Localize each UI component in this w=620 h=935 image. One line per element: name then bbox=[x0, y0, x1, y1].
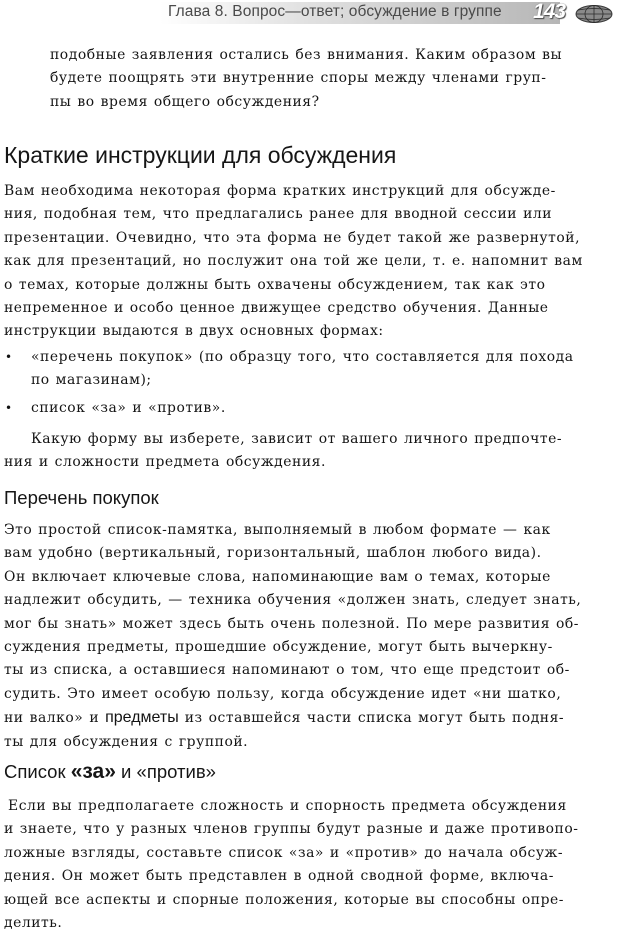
text-line: презентации. Очевидно, что эта форма не будет такой же развернутой, bbox=[4, 229, 581, 246]
heading-segment: Список bbox=[4, 761, 71, 782]
heading-emphasis-za: «за» bbox=[70, 760, 116, 783]
text-line: Какую форму вы изберете, зависит от вашего личного предпочте- bbox=[31, 431, 563, 447]
bullet-marker: • bbox=[5, 350, 13, 364]
text-line: Это простой список-памятка, выполняемый в любом формате — как bbox=[4, 522, 551, 538]
heading-segment: «против» bbox=[136, 761, 216, 782]
text-line: надлежит обсудить, — техника обучения «должен знать, следует знать, bbox=[4, 592, 582, 609]
text-line: по магазинам); bbox=[31, 372, 152, 389]
text-line: Он включает ключевые слова, напоминающие вам о темах, которые bbox=[4, 568, 551, 585]
text-line: непременное и особо ценное движущее средство обучения. Данные bbox=[4, 300, 549, 317]
text-line: ты из списка, а оставшиеся напоминают о том, что еще предстоит об- bbox=[4, 662, 570, 679]
intro-paragraph bbox=[50, 44, 562, 114]
section-heading-brief-instructions: Краткие инструкции для обсуждения bbox=[4, 142, 397, 168]
running-header bbox=[0, 0, 620, 26]
text-line-with-emphasis bbox=[4, 706, 581, 730]
text-line: будете поощрять эти внутренние споры между членами груп- bbox=[50, 70, 547, 87]
text-line: список «за» и «против». bbox=[31, 400, 226, 416]
bullet-item-shopping-list bbox=[31, 346, 574, 393]
text-line: судить. Это имеет особую пользу, когда обсуждение идет «ни шатко, bbox=[4, 685, 562, 702]
text-line: подобные заявления остались без внимания. Каким образом вы bbox=[50, 47, 563, 63]
emphasized-word: предметы bbox=[105, 709, 179, 727]
text-segment: ни валко» и bbox=[4, 710, 106, 727]
text-line: вам удобно (вертикальный, горизонтальный, шаблон любого вида). bbox=[4, 545, 542, 562]
text-line: дения. Он может быть представлен в одной сводной форме, включа- bbox=[4, 868, 554, 885]
text-line: о темах, которые должны быть охвачены обсуждением, так как это bbox=[4, 276, 546, 293]
bullet-item-pro-con-list bbox=[31, 397, 226, 420]
text-line: и знаете, что у разных членов группы будут разные и даже противопо- bbox=[4, 821, 579, 838]
section1-conclusion bbox=[4, 428, 562, 475]
section3-paragraph bbox=[4, 795, 579, 935]
text-line: инструкции выдаются в двух основных формах: bbox=[4, 323, 384, 340]
text-line: суждения предметы, прошедшие обсуждение, могут быть вычеркну- bbox=[4, 639, 553, 656]
section-heading-shopping-list: Перечень покупок bbox=[4, 487, 159, 508]
globe-icon bbox=[574, 4, 614, 24]
bullet-marker: • bbox=[5, 401, 13, 415]
text-line: Если вы предполагаете сложность и спорность предмета обсуждения bbox=[8, 798, 567, 814]
text-line: Вам необходима некоторая форма кратких инструкций для обсужде- bbox=[4, 183, 556, 199]
text-line: ложные взгляды, составьте список «за» и «против» до начала обсуж- bbox=[4, 844, 564, 861]
text-line: ты для обсуждения с группой. bbox=[4, 733, 249, 750]
section1-paragraph bbox=[4, 180, 583, 344]
section-heading-pro-con bbox=[4, 760, 216, 784]
page-number: 143 bbox=[533, 0, 566, 23]
text-line: мог бы знать» может здесь быть очень полезной. По мере развития об- bbox=[4, 615, 580, 632]
text-line: ющей все аспекты и спорные положения, которые вы способны опре- bbox=[4, 891, 565, 908]
section2-paragraph bbox=[4, 519, 581, 754]
text-segment: из оставшейся части списка могут быть подня- bbox=[178, 710, 565, 727]
text-line: «перечень покупок» (по образцу того, что составляется для похода bbox=[31, 349, 574, 365]
text-line: ния, подобная тем, что предлагались ранее для вводной сессии или bbox=[4, 206, 553, 223]
chapter-title: Глава 8. Вопрос—ответ; обсуждение в группе bbox=[168, 3, 502, 20]
heading-segment: и bbox=[115, 761, 137, 782]
text-line: пы во время общего обсуждения? bbox=[50, 93, 320, 110]
text-line: ния и сложности предмета обсуждения. bbox=[4, 454, 326, 471]
text-line: как для презентаций, но послужит она той же цели, т. е. напомнит вам bbox=[4, 253, 583, 270]
text-line: делить. bbox=[4, 915, 63, 932]
